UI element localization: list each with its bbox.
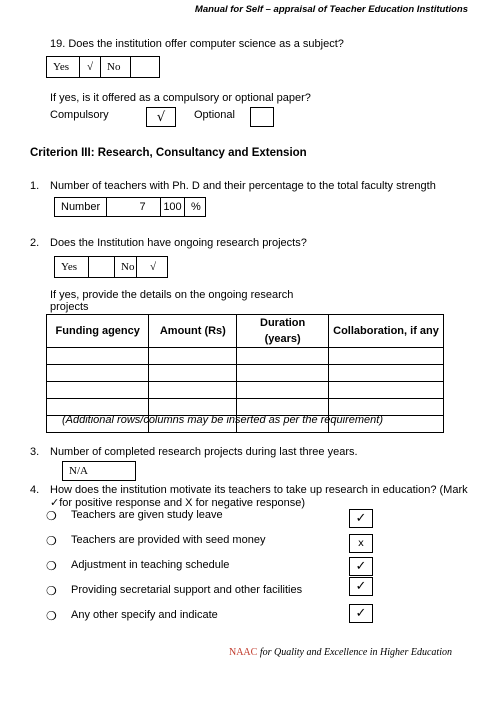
footer-tagline: for Quality and Excellence in Higher Education bbox=[257, 647, 452, 658]
table-cell[interactable] bbox=[47, 399, 149, 416]
q19-no-mark[interactable] bbox=[131, 57, 161, 77]
q19-optional-label: Optional bbox=[194, 109, 235, 121]
q1-number-label: Number bbox=[55, 198, 107, 216]
table-cell[interactable] bbox=[149, 382, 237, 399]
table-cell[interactable] bbox=[237, 399, 329, 416]
q19-optional-mark[interactable] bbox=[250, 107, 274, 127]
col-duration-line2: (years) bbox=[264, 333, 301, 345]
q4-item-label: Providing secretarial support and other facilities bbox=[71, 584, 303, 596]
q2-yes-label: Yes bbox=[55, 257, 89, 277]
bullet-icon: ❍ bbox=[46, 584, 57, 598]
q4-item-label: Any other specify and indicate bbox=[71, 609, 218, 621]
table-cell[interactable] bbox=[329, 348, 444, 365]
table-cell[interactable] bbox=[149, 348, 237, 365]
q4-number: 4. bbox=[30, 484, 40, 496]
col-duration bbox=[237, 315, 329, 348]
table-cell[interactable] bbox=[329, 399, 444, 416]
q4-question-line2: ✓for positive response and X for negative response) bbox=[50, 497, 306, 509]
table-cell[interactable] bbox=[47, 382, 149, 399]
q3-answer-box[interactable]: N/A bbox=[62, 461, 136, 481]
q4-item-label: Teachers are provided with seed money bbox=[71, 534, 266, 546]
footer-org: NAAC bbox=[228, 647, 258, 658]
col-duration-line1: Duration bbox=[260, 317, 306, 329]
bullet-icon: ❍ bbox=[46, 609, 57, 623]
q4-item-mark[interactable]: ✓ bbox=[349, 604, 373, 623]
table-cell[interactable] bbox=[149, 399, 237, 416]
q1-question: Number of teachers with Ph. D and their percentage to the total faculty strength bbox=[50, 180, 436, 192]
q2-yes-mark[interactable] bbox=[89, 257, 115, 277]
criterion-title: Criterion III: Research, Consultancy and Extension bbox=[30, 147, 307, 159]
q2-number: 2. bbox=[30, 237, 40, 249]
q1-percent-sign: % bbox=[191, 201, 201, 213]
table-row bbox=[47, 382, 444, 399]
bullet-icon: ❍ bbox=[46, 559, 57, 573]
q4-item-mark[interactable]: x bbox=[349, 534, 373, 553]
bullet-icon: ❍ bbox=[46, 534, 57, 548]
q4-item-mark[interactable]: ✓ bbox=[349, 509, 373, 528]
q1-percent-value[interactable]: 100 bbox=[161, 198, 185, 216]
table-cell[interactable] bbox=[47, 365, 149, 382]
q1-answer-box bbox=[54, 197, 206, 217]
col-collaboration: Collaboration, if any bbox=[329, 315, 444, 348]
q4-question-line1: How does the institution motivate its teachers to take up research in education? (Mark bbox=[50, 484, 468, 496]
col-amount: Amount (Rs) bbox=[149, 315, 237, 348]
table-cell[interactable] bbox=[329, 382, 444, 399]
table-header-row bbox=[47, 315, 444, 348]
q19-yes-label: Yes bbox=[47, 57, 80, 77]
q19-yes-no-box bbox=[46, 56, 160, 78]
q2-question: Does the Institution have ongoing research projects? bbox=[50, 237, 307, 249]
q19-compulsory-mark[interactable]: √ bbox=[146, 107, 176, 127]
table-cell[interactable] bbox=[47, 348, 149, 365]
q2-no-label: No bbox=[115, 257, 137, 277]
q4-item-label: Adjustment in teaching schedule bbox=[71, 559, 230, 571]
q19-followup: If yes, is it offered as a compulsory or optional paper? bbox=[50, 92, 311, 104]
q19-question: 19. Does the institution offer computer science as a subject? bbox=[50, 38, 344, 50]
table-row bbox=[47, 348, 444, 365]
q4-item-mark[interactable]: ✓ bbox=[349, 557, 373, 576]
col-funding-agency: Funding agency bbox=[47, 315, 149, 348]
bullet-icon: ❍ bbox=[46, 509, 57, 523]
q2-table-note: (Additional rows/columns may be inserted as per the requirement) bbox=[62, 414, 383, 426]
q3-question: Number of completed research projects during last three years. bbox=[50, 446, 358, 458]
table-cell[interactable] bbox=[329, 365, 444, 382]
q19-no-label: No bbox=[101, 57, 131, 77]
q3-number: 3. bbox=[30, 446, 40, 458]
q2-no-mark[interactable]: √ bbox=[149, 261, 157, 273]
q1-number-value[interactable]: 7 bbox=[107, 198, 161, 216]
q19-compulsory-label: Compulsory bbox=[50, 109, 109, 121]
q19-yes-mark[interactable]: √ bbox=[80, 57, 101, 77]
table-cell[interactable] bbox=[149, 365, 237, 382]
table-cell[interactable] bbox=[237, 365, 329, 382]
page-header: Manual for Self – appraisal of Teacher Education Institutions bbox=[194, 4, 468, 15]
page-footer bbox=[229, 647, 452, 658]
q2-yes-no-box bbox=[54, 256, 168, 278]
table-row bbox=[47, 365, 444, 382]
q2-followup-line1: If yes, provide the details on the ongoing research bbox=[50, 289, 294, 301]
table-cell[interactable] bbox=[237, 348, 329, 365]
q2-followup-line2: projects bbox=[50, 301, 89, 313]
table-row bbox=[47, 399, 444, 416]
table-cell[interactable] bbox=[237, 382, 329, 399]
q4-item-label: Teachers are given study leave bbox=[71, 509, 223, 521]
q4-item-mark[interactable]: ✓ bbox=[349, 577, 373, 596]
q1-number: 1. bbox=[30, 180, 40, 192]
